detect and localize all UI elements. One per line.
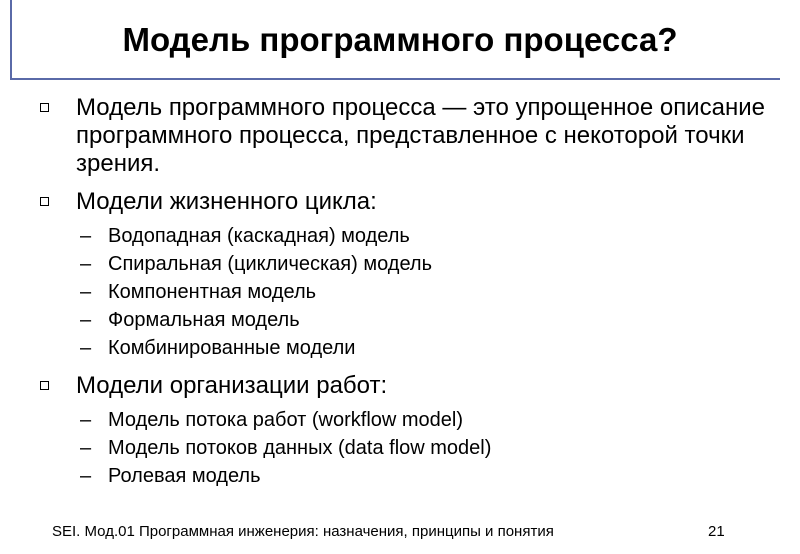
bullet-text: Модели жизненного цикла: [76,188,377,215]
title-underline [10,78,780,80]
list-item-text: Водопадная (каскадная) модель [108,225,410,247]
list-item-text: Спиральная (циклическая) модель [108,253,432,275]
slide-content [0,94,800,500]
square-bullet-icon [40,381,49,390]
bullet-work-organization-models [0,372,800,400]
list-item [0,306,800,334]
dash-marker: – [80,309,92,331]
bullet-lifecycle-models [0,188,800,216]
list-item [0,222,800,250]
dash-marker: – [80,225,92,247]
list-item-text: Модель потоков данных (data flow model) [108,437,492,459]
slide-title: Модель программного процесса? [122,21,678,58]
dash-marker: – [80,281,92,303]
lifecycle-models-list [0,222,800,362]
list-item [0,434,800,462]
list-item-text: Комбинированные модели [108,337,356,359]
list-item-text: Ролевая модель [108,465,261,487]
dash-marker: – [80,337,92,359]
square-bullet-icon [40,197,49,206]
list-item-text: Модель потока работ (workflow model) [108,409,464,431]
list-item [0,406,800,434]
list-item [0,334,800,362]
dash-marker: – [80,253,92,275]
square-bullet-icon [40,103,49,112]
dash-marker: – [80,437,92,459]
bullet-text: Модель программного процесса — это упрощенное описание программного процесса, представленное с некоторой точки зрения. [76,94,765,177]
bullet-definition [0,94,800,178]
list-item-text: Компонентная модель [108,281,317,303]
list-item [0,462,800,490]
work-organization-models-list [0,406,800,490]
bullet-text: Модели организации работ: [76,372,388,399]
list-item-text: Формальная модель [108,309,300,331]
dash-marker: – [80,465,92,487]
footer-caption: SEI. Мод.01 Программная инженерия: назначения, принципы и понятия [52,523,554,540]
list-item [0,278,800,306]
dash-marker: – [80,409,92,431]
page-number: 21 [708,523,725,540]
list-item [0,250,800,278]
